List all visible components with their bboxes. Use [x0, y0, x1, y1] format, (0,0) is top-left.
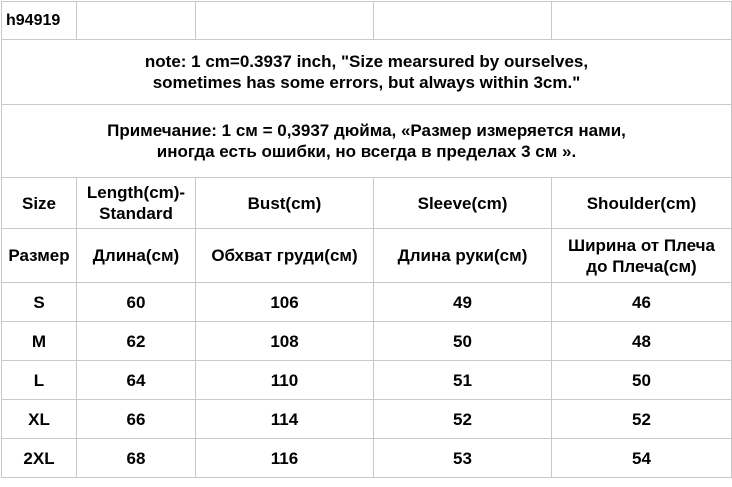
note-russian-line-2: иногда есть ошибки, но всегда в пределах 3 см ». [156, 142, 577, 161]
cell-bust: 114 [196, 400, 374, 439]
empty-cell [552, 2, 732, 40]
cell-length: 60 [77, 283, 196, 322]
note-russian-line-1: Примечание: 1 см = 0,3937 дюйма, «Размер измеряется нами, [107, 121, 626, 140]
cell-shoulder: 52 [552, 400, 732, 439]
header-bust-ru: Обхват груди(см) [196, 229, 374, 283]
note-english-row [2, 40, 732, 105]
cell-size: XL [2, 400, 77, 439]
table-row [2, 283, 732, 322]
note-russian-row [2, 105, 732, 178]
product-code: h94919 [2, 2, 77, 40]
cell-bust: 116 [196, 439, 374, 478]
cell-shoulder: 48 [552, 322, 732, 361]
cell-bust: 106 [196, 283, 374, 322]
cell-bust: 108 [196, 322, 374, 361]
header-length-line-1: Length(cm)- [86, 183, 186, 202]
cell-length: 64 [77, 361, 196, 400]
header-length [77, 178, 196, 229]
header-russian-row [2, 229, 732, 283]
cell-size: S [2, 283, 77, 322]
cell-sleeve: 49 [374, 283, 552, 322]
header-length-line-2: Standard [99, 204, 173, 223]
empty-cell [374, 2, 552, 40]
table-row [2, 400, 732, 439]
cell-length: 66 [77, 400, 196, 439]
cell-size: M [2, 322, 77, 361]
cell-sleeve: 52 [374, 400, 552, 439]
cell-shoulder: 50 [552, 361, 732, 400]
empty-cell [196, 2, 374, 40]
cell-size: L [2, 361, 77, 400]
cell-sleeve: 50 [374, 322, 552, 361]
cell-shoulder: 46 [552, 283, 732, 322]
cell-length: 68 [77, 439, 196, 478]
size-chart-table [1, 1, 732, 478]
header-sleeve-ru: Длина руки(см) [374, 229, 552, 283]
header-shoulder-ru [552, 229, 732, 283]
note-english [2, 40, 732, 105]
header-bust: Bust(cm) [196, 178, 374, 229]
note-english-line-2: sometimes has some errors, but always within 3cm." [152, 73, 581, 92]
header-english-row [2, 178, 732, 229]
header-shoulder-ru-line-2: до Плеча(см) [586, 256, 697, 276]
cell-sleeve: 51 [374, 361, 552, 400]
header-size: Size [2, 178, 77, 229]
table-row [2, 439, 732, 478]
note-russian [2, 105, 732, 178]
header-size-ru: Размер [2, 229, 77, 283]
cell-sleeve: 53 [374, 439, 552, 478]
product-code-row [2, 2, 732, 40]
empty-cell [77, 2, 196, 40]
header-sleeve: Sleeve(cm) [374, 178, 552, 229]
cell-size: 2XL [2, 439, 77, 478]
note-english-line-1: note: 1 cm=0.3937 inch, "Size mearsured by ourselves, [144, 52, 589, 71]
header-shoulder-ru-line-1: Ширина от Плеча [568, 235, 715, 255]
table-row [2, 322, 732, 361]
cell-bust: 110 [196, 361, 374, 400]
cell-length: 62 [77, 322, 196, 361]
cell-shoulder: 54 [552, 439, 732, 478]
header-length-ru: Длина(см) [77, 229, 196, 283]
table-row [2, 361, 732, 400]
header-shoulder: Shoulder(cm) [552, 178, 732, 229]
